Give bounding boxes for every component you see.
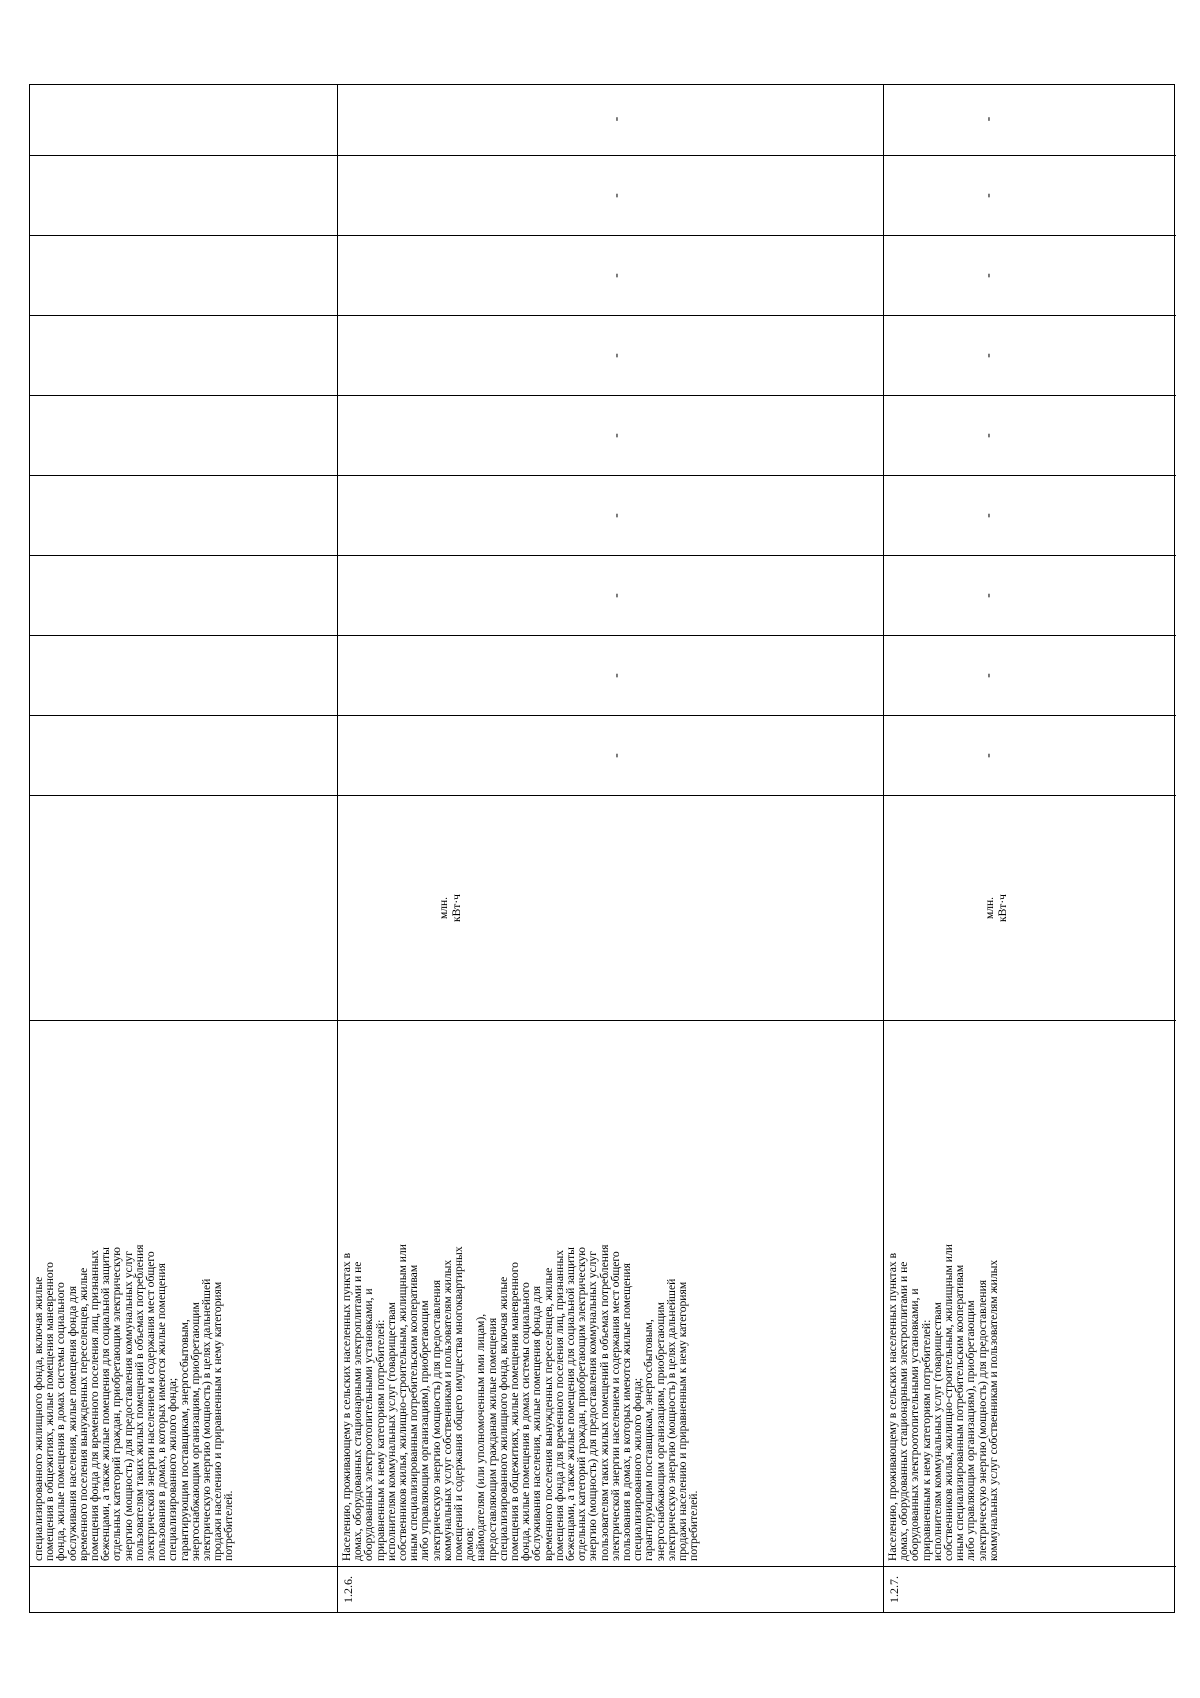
value-dash: - (981, 116, 996, 122)
value-cell (884, 155, 1176, 235)
value-cell (884, 555, 1176, 635)
row-number: 1.2.7. (884, 1566, 1176, 1612)
description-line: коммунальных услуг собственникам и пользователям жилых (440, 1259, 454, 1561)
description-cell (30, 1020, 337, 1566)
table-row (30, 85, 338, 1612)
description-line: специализированного жилищного фонда, включая жилые (32, 1276, 45, 1561)
description-line: приравненным к нему категориям потребителей: (373, 1319, 387, 1561)
description-line: обслуживания населения, жилые помещения фонда для (65, 1285, 79, 1561)
description-line: предоставляющим гражданам жилые помещения (485, 1317, 499, 1561)
description-line: исполнителям коммунальных услуг (товариществам (930, 1302, 944, 1561)
value-cell (338, 83, 883, 155)
description-line: домах, оборудованных стационарными электроплитами и не (351, 1261, 365, 1561)
description-line: собственников жилья, жилищно-строительным, жилищным или (396, 1244, 410, 1561)
description-line: собственников жилья, жилищно-строительным, жилищным или (942, 1244, 956, 1561)
description-line: энергию (мощность) для предоставления коммунальных услуг (121, 1251, 135, 1561)
description-line: иным специализированным потребительским кооперативам (407, 1264, 421, 1561)
unit-cell (884, 795, 1176, 1020)
value-dash: - (609, 753, 624, 758)
value-dash: - (981, 753, 996, 758)
value-cell (338, 155, 883, 235)
value-dash: - (609, 593, 624, 598)
value-dash: - (981, 193, 996, 198)
table-row (338, 85, 884, 1612)
description-line: наймодателям (или уполномоченным ими лицам), (474, 1313, 488, 1561)
value-dash: - (981, 673, 996, 678)
value-dash: - (609, 673, 624, 678)
description-line: отдельных категорий граждан, приобретающим электрическую (575, 1247, 589, 1561)
rotated-data-table (29, 84, 1175, 1613)
description-line: помещений и содержания общего имущества многоквартирных (452, 1246, 466, 1561)
unit-line: млн. (438, 896, 450, 920)
description-cell (338, 1020, 883, 1566)
value-cell (30, 395, 337, 475)
table-row (884, 85, 1176, 1612)
value-dash: - (981, 593, 996, 598)
description-line: продажи населению и приравненным к нему категориям (676, 1281, 690, 1561)
description-line: энергоснабжающим организациям, приобретающим (188, 1302, 202, 1561)
description-line: либо управляющим организациям), приобретающим (418, 1300, 432, 1561)
description-line: фонда, жилые помещения в домах системы социального (54, 1282, 68, 1561)
value-dash: - (609, 273, 624, 278)
value-cell (884, 315, 1176, 395)
description-line: Населению, проживающему в сельских населенных пунктах в (340, 1252, 353, 1561)
description-line: домах, оборудованных стационарными электроплитами и не (897, 1261, 911, 1561)
description-line: энергию (мощность) для предоставления коммунальных услуг (586, 1251, 600, 1561)
description-line: пользователям таких жилых помещений в объемах потребления (132, 1244, 146, 1561)
value-dash: - (609, 116, 624, 122)
description-line: беженцами, а также жилые помещения для социальной защиты (99, 1247, 113, 1561)
description-line: электрическую энергию (мощность) в целях дальнейшей (664, 1278, 678, 1561)
value-dash: - (981, 273, 996, 278)
description-line: иным специализированным потребительским кооперативам (953, 1264, 967, 1561)
value-dash: - (981, 353, 996, 358)
description-cell (884, 1020, 1176, 1566)
value-dash: - (981, 433, 996, 438)
unit-cell (338, 795, 883, 1020)
description-line: оборудованных электроотопительными установками, и (362, 1288, 376, 1561)
value-cell (30, 155, 337, 235)
value-dash: - (981, 513, 996, 518)
description-line: пользования в домах, в которых имеются жилые помещения (620, 1263, 634, 1561)
value-dash: - (609, 353, 624, 358)
unit-line: кВт·ч (450, 894, 463, 922)
value-cell (338, 315, 883, 395)
description-line: помещения фонда для временного поселения лиц, признанных (552, 1249, 566, 1561)
value-cell (30, 315, 337, 395)
value-cell (338, 635, 883, 715)
description-line: Населению, проживающему в сельских населенных пунктах в (886, 1252, 899, 1561)
description-line: гарантирующим поставщикам, энергосбытовым, (642, 1319, 656, 1561)
value-cell (884, 235, 1176, 315)
description-line: продажи населению и приравненным к нему категориям (211, 1281, 225, 1561)
value-cell (884, 475, 1176, 555)
value-cell (30, 235, 337, 315)
description-line: временного поселения вынужденных переселенцев, жилые (76, 1267, 90, 1561)
value-cell (884, 635, 1176, 715)
value-cell (30, 635, 337, 715)
description-line: гарантирующим поставщикам, энергосбытовым, (177, 1319, 191, 1561)
value-cell (30, 83, 337, 155)
value-cell (30, 555, 337, 635)
description-line: электрическую энергию (мощность) для предоставления (975, 1279, 989, 1561)
description-line: оборудованных электроотопительными установками, и (908, 1288, 922, 1561)
description-line: специализированного жилого фонда; (631, 1377, 645, 1561)
value-cell (338, 395, 883, 475)
value-cell (884, 715, 1176, 795)
value-dash: - (609, 193, 624, 198)
unit-line: млн. (984, 896, 996, 920)
value-dash: - (609, 433, 624, 438)
description-line: приравненным к нему категориям потребителей: (919, 1319, 933, 1561)
description-line: электрической энергии населением и содержания мест общего (608, 1251, 622, 1561)
description-line: помещения в общежитиях, жилые помещения маневренного (43, 1262, 57, 1561)
value-cell (338, 235, 883, 315)
value-cell (30, 475, 337, 555)
description-line: энергоснабжающим организациям, приобретающим (653, 1302, 667, 1561)
row-number: 1.2.6. (338, 1566, 883, 1612)
unit-cell (30, 795, 337, 1020)
description-line: потребителей. (687, 1490, 701, 1561)
description-line: коммунальных услуг собственникам и пользователям жилых (986, 1259, 1000, 1561)
description-line: исполнителям коммунальных услуг (товариществам (384, 1302, 398, 1561)
description-line: помещения фонда для временного поселения лиц, признанных (88, 1249, 102, 1561)
description-line: пользования в домах, в которых имеются жилые помещения (155, 1263, 169, 1561)
value-dash: - (609, 513, 624, 518)
value-cell (30, 715, 337, 795)
value-cell (338, 715, 883, 795)
description-line: либо управляющим организациям), приобретающим (964, 1300, 978, 1561)
description-line: фонда, жилые помещения в домах системы социального (519, 1282, 533, 1561)
description-line: обслуживания населения, жилые помещения фонда для (530, 1285, 544, 1561)
value-cell (338, 475, 883, 555)
row-number (30, 1566, 337, 1612)
description-line: отдельных категорий граждан, приобретающим электрическую (110, 1247, 124, 1561)
description-line: временного поселения вынужденных переселенцев, жилые (541, 1267, 555, 1561)
description-line: беженцами, а также жилые помещения для социальной защиты (564, 1247, 578, 1561)
value-cell (884, 395, 1176, 475)
description-line: электрическую энергию (мощность) для предоставления (429, 1279, 443, 1561)
description-line: домов; (463, 1527, 477, 1561)
value-cell (884, 83, 1176, 155)
value-cell (338, 555, 883, 635)
description-line: помещения в общежитиях, жилые помещения маневренного (508, 1262, 522, 1561)
description-line: электрическую энергию (мощность) в целях дальнейшей (200, 1278, 214, 1561)
description-line: потребителей. (222, 1490, 236, 1561)
description-line: специализированного жилого фонда; (166, 1377, 180, 1561)
unit-line: кВт·ч (996, 894, 1009, 922)
description-line: специализированного жилищного фонда, включая жилые (496, 1276, 510, 1561)
description-line: электрической энергии населением и содержания мест общего (144, 1251, 158, 1561)
description-line: пользователям таких жилых помещений в объемах потребления (597, 1244, 611, 1561)
